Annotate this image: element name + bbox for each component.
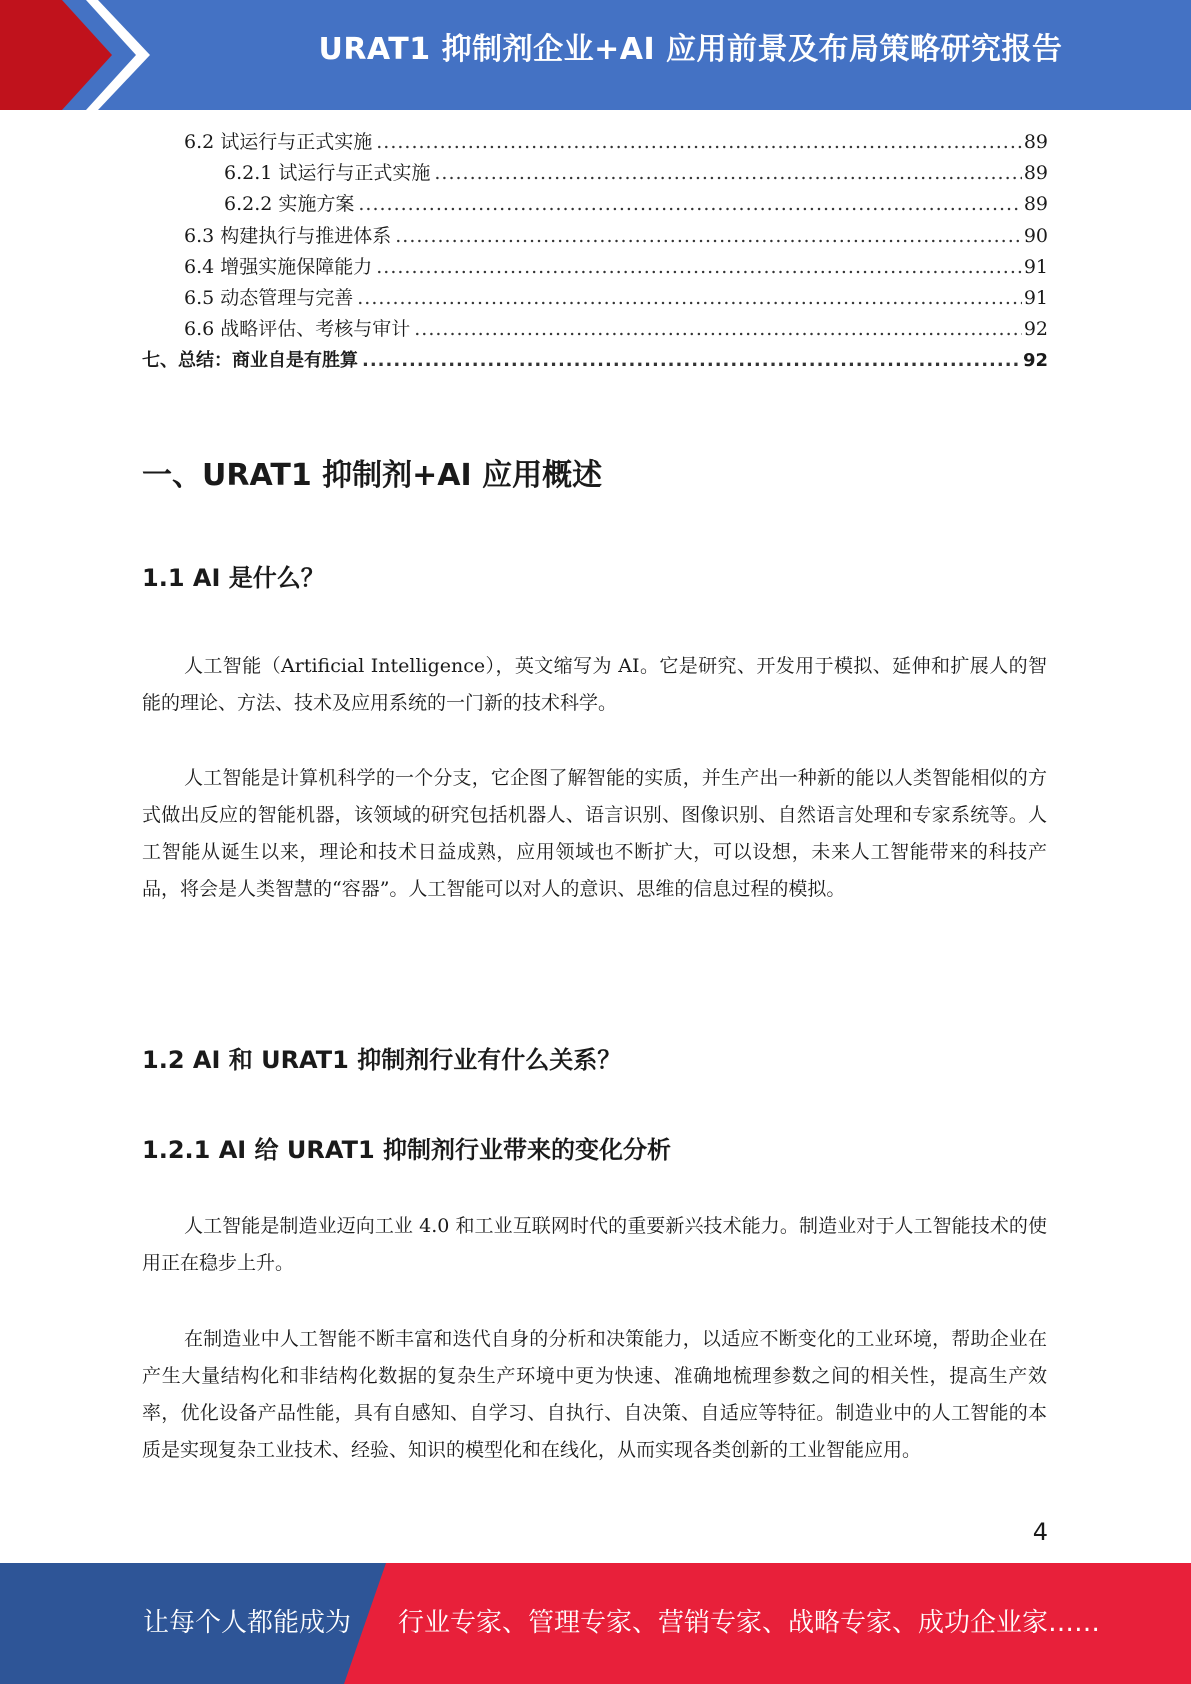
toc-leader-dots (358, 189, 1021, 220)
subsection-heading: 1.2.1 AI 给 URAT1 抑制剂行业带来的变化分析 (142, 1136, 672, 1164)
toc-leader-dots (376, 252, 1022, 283)
page-number: 4 (1032, 1518, 1048, 1546)
toc-leader-dots (414, 314, 1022, 345)
toc-entry-chapter[interactable] (142, 345, 1048, 376)
toc-entry-label: 6.4 增强实施保障能力 (184, 256, 373, 278)
toc-entry-label: 6.2.1 试运行与正式实施 (224, 162, 431, 184)
toc-entry-page: 89 (1023, 193, 1048, 215)
chapter-heading: 一、URAT1 抑制剂+AI 应用概述 (142, 458, 603, 493)
toc-entry[interactable] (184, 127, 1048, 158)
page-header (0, 0, 1191, 110)
toc-entry-label: 6.3 构建执行与推进体系 (184, 225, 392, 247)
footer-slogan-left: 让每个人都能成为 (143, 1608, 352, 1638)
section-heading: 1.1 AI 是什么？ (142, 564, 325, 592)
toc-entry[interactable] (184, 221, 1048, 252)
toc-entry-label: 6.5 动态管理与完善 (184, 287, 354, 309)
footer-slogan-right: 行业专家、管理专家、营销专家、战略专家、成功企业家…… (398, 1608, 1101, 1638)
toc-entry-page: 90 (1023, 225, 1048, 247)
paragraph: 在制造业中人工智能不断丰富和迭代自身的分析和决策能力，以适应不断变化的工业环境，帮助企业在产生大量结构化和非结构化数据的复杂生产环境中更为快速、准确地梳理参数之间的相关性，提高生产效率，优化设备产品性能，具有自感知、自学习、自执行、自决策、自适应等特征。制造业中的人工智能的本质是实现复杂工业技术、经验、知识的模型化和在线化，从而实现各类创新的工业智能应用。 (142, 1328, 1047, 1461)
toc-leader-dots (357, 283, 1022, 314)
paragraph: 人工智能是计算机科学的一个分支，它企图了解智能的实质，并生产出一种新的能以人类智能相似的方式做出反应的智能机器，该领域的研究包括机器人、语言识别、图像识别、自然语言处理和专家系统等。人工智能从诞生以来，理论和技术日益成熟，应用领域也不断扩大，可以设想，未来人工智能带来的科技产品，将会是人类智慧的“容器”。人工智能可以对人的意识、思维的信息过程的模拟。 (142, 767, 1047, 900)
toc-entry-page: 89 (1023, 131, 1048, 153)
header-title: URAT1 抑制剂企业+AI 应用前景及布局策略研究报告 (318, 32, 1063, 67)
toc-entry-page: 92 (1022, 350, 1048, 371)
toc-leader-dots (434, 158, 1021, 189)
toc-leader-dots (362, 345, 1021, 376)
header-chevron-decoration (0, 0, 150, 110)
toc-leader-dots (376, 127, 1022, 158)
toc-entry[interactable] (184, 283, 1048, 314)
paragraph: 人工智能是制造业迈向工业 4.0 和工业互联网时代的重要新兴技术能力。制造业对于人工智能技术的使用正在稳步上升。 (142, 1215, 1047, 1274)
toc-entry-page: 91 (1023, 287, 1048, 309)
page-footer (0, 1563, 1191, 1684)
toc-entry[interactable] (224, 158, 1048, 189)
toc-entry-page: 92 (1023, 318, 1048, 340)
toc-entry[interactable] (184, 252, 1048, 283)
toc-entry[interactable] (224, 189, 1048, 220)
toc-entry-label: 6.2.2 实施方案 (224, 193, 355, 215)
toc-entry-label: 七、总结：商业自是有胜算 (142, 350, 358, 371)
paragraph: 人工智能（Artificial Intelligence），英文缩写为 AI。它是研究、开发用于模拟、延伸和扩展人的智能的理论、方法、技术及应用系统的一门新的技术科学。 (142, 655, 1047, 714)
toc-entry-page: 89 (1023, 162, 1048, 184)
toc-entry-page: 91 (1023, 256, 1048, 278)
section-heading: 1.2 AI 和 URAT1 抑制剂行业有什么关系？ (142, 1046, 622, 1074)
toc-entry-label: 6.2 试运行与正式实施 (184, 131, 373, 153)
toc-leader-dots (395, 221, 1022, 252)
toc-entry-label: 6.6 战略评估、考核与审计 (184, 318, 411, 340)
toc-entry[interactable] (184, 314, 1048, 345)
